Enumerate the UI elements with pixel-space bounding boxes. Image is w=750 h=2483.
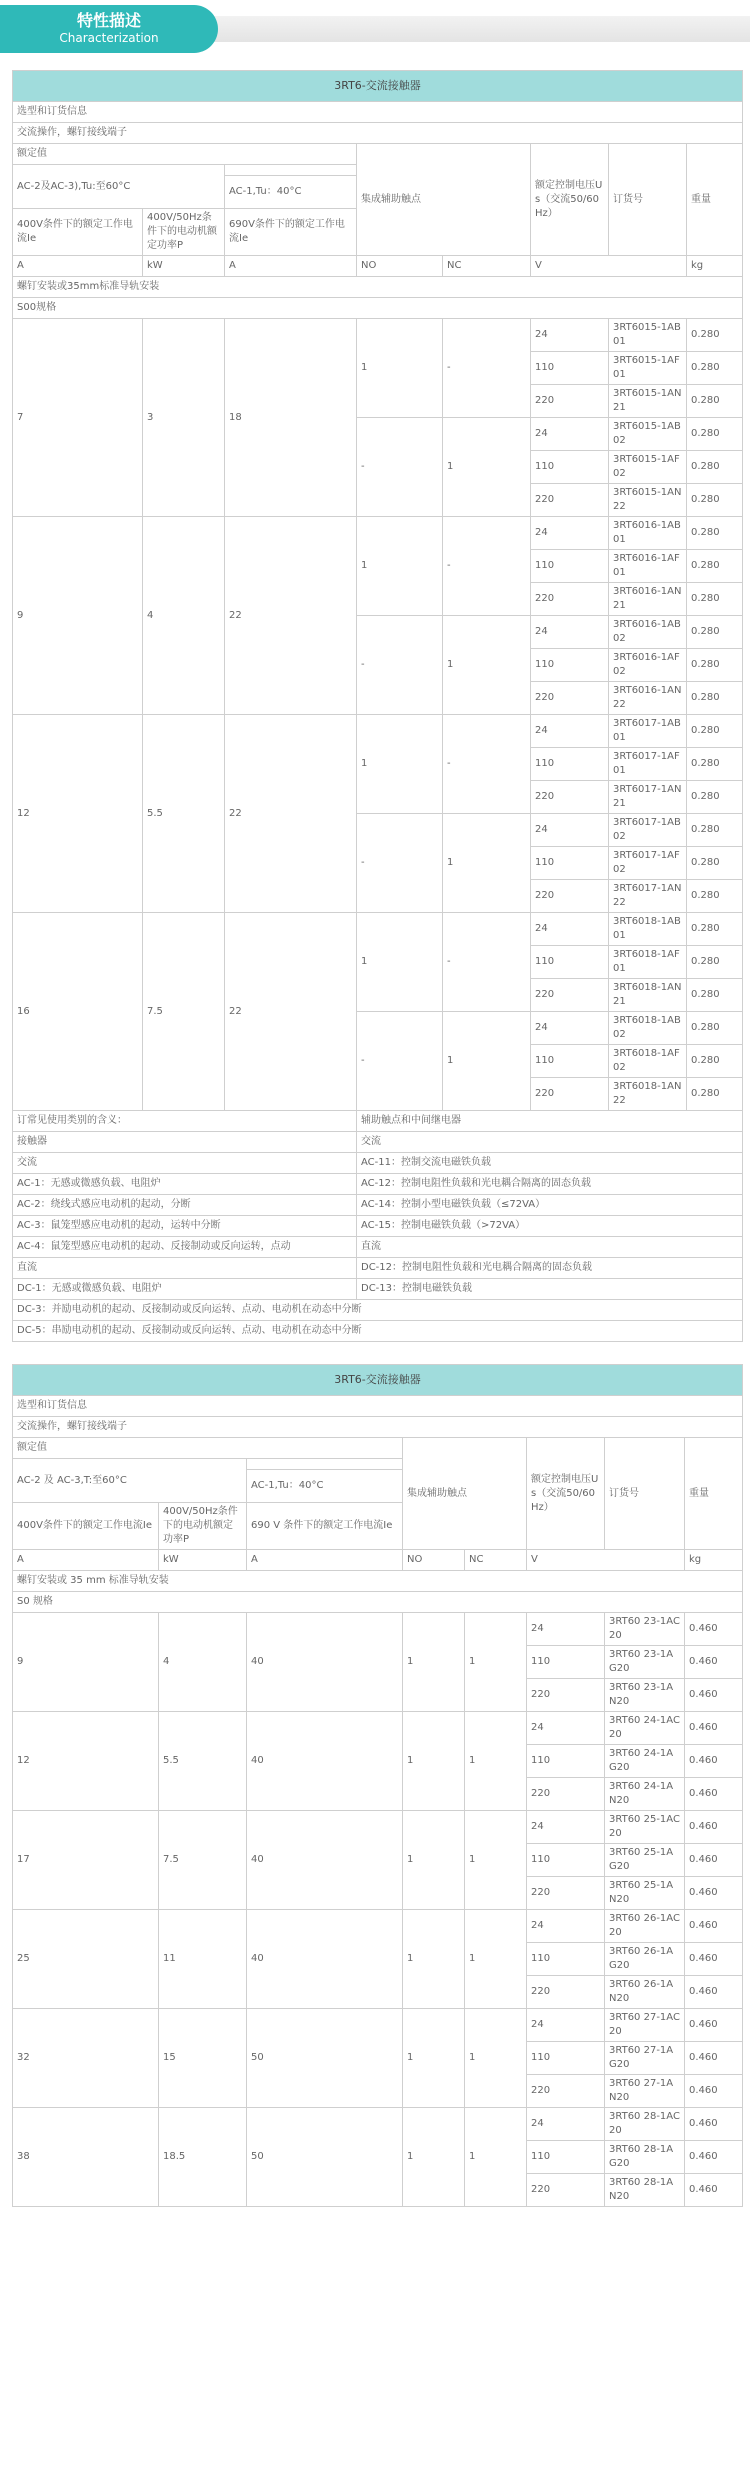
section-title-en: Characterization: [59, 31, 159, 45]
table-row: [13, 2108, 743, 2141]
order-number-cell: 3RT6016-1AF02: [609, 649, 687, 682]
voltage-cell: 110: [531, 649, 609, 682]
unit-cell: NC: [443, 256, 531, 277]
weight-cell: 0.460: [685, 2042, 743, 2075]
nc-cell: 1: [465, 1910, 527, 2009]
ac1-cell: 22: [225, 913, 357, 1111]
power-cell: 3: [143, 319, 225, 517]
no-cell: -: [357, 418, 443, 517]
order-number-cell: 3RT60 24-1AN20: [605, 1778, 685, 1811]
legend-cell: 直流: [357, 1237, 743, 1258]
section-title-zh: 特性描述: [76, 11, 141, 30]
weight-cell: 0.280: [687, 418, 743, 451]
no-cell: -: [357, 1012, 443, 1111]
table-row: [13, 1195, 743, 1216]
current-cell: 7: [13, 319, 143, 517]
order-number-cell: 3RT6015-1AF01: [609, 352, 687, 385]
order-number-cell: 3RT6018-1AB02: [609, 1012, 687, 1045]
table-row: [13, 1111, 743, 1132]
weight-cell: 0.460: [685, 1745, 743, 1778]
order-number-cell: 3RT6017-1AB01: [609, 715, 687, 748]
table-row: [13, 319, 743, 352]
no-cell: -: [357, 814, 443, 913]
weight-cell: 0.280: [687, 748, 743, 781]
order-number-cell: 3RT6017-1AN22: [609, 880, 687, 913]
weight-cell: 0.280: [687, 682, 743, 715]
section-tab: [0, 5, 218, 53]
table-row: [13, 1571, 743, 1592]
voltage-cell: 220: [531, 385, 609, 418]
voltage-cell: 110: [527, 1943, 605, 1976]
table-row: [13, 1300, 743, 1321]
ac1-cell: 18: [225, 319, 357, 517]
no-cell: 1: [357, 715, 443, 814]
no-cell: 1: [403, 1613, 465, 1712]
voltage-cell: 220: [527, 1778, 605, 1811]
table-cell: [225, 165, 357, 176]
weight-cell: 0.460: [685, 1613, 743, 1646]
table-row: [13, 1811, 743, 1844]
current-cell: 9: [13, 1613, 159, 1712]
power-cell: 4: [143, 517, 225, 715]
table-row: [13, 123, 743, 144]
power-cell: 15: [159, 2009, 247, 2108]
info-row: 选型和订货信息: [13, 102, 743, 123]
legend-cell: DC-12：控制电阻性负载和光电耦合隔离的固态负载: [357, 1258, 743, 1279]
power-cell: 7.5: [143, 913, 225, 1111]
weight-cell: 0.280: [687, 649, 743, 682]
header-order: 订货号: [605, 1438, 685, 1550]
nc-cell: 1: [465, 1811, 527, 1910]
voltage-cell: 110: [531, 451, 609, 484]
voltage-cell: 24: [527, 1712, 605, 1745]
table-row: [13, 1279, 743, 1300]
no-cell: 1: [403, 1712, 465, 1811]
voltage-cell: 110: [527, 2042, 605, 2075]
no-cell: 1: [357, 913, 443, 1012]
current-cell: 12: [13, 715, 143, 913]
table-row: [13, 715, 743, 748]
order-number-cell: 3RT60 27-1AN20: [605, 2075, 685, 2108]
voltage-cell: 220: [527, 1679, 605, 1712]
legend-cell: DC-1：无感或微感负载、电阻炉: [13, 1279, 357, 1300]
header-ie690: 690V条件下的额定工作电流Ie: [225, 209, 357, 256]
table-row: [13, 1365, 743, 1396]
size-row: S0 规格: [13, 1592, 743, 1613]
table-row: [13, 1174, 743, 1195]
voltage-cell: 24: [531, 517, 609, 550]
weight-cell: 0.460: [685, 1844, 743, 1877]
weight-cell: 0.280: [687, 583, 743, 616]
current-cell: 12: [13, 1712, 159, 1811]
current-cell: 38: [13, 2108, 159, 2207]
nc-cell: 1: [443, 1012, 531, 1111]
header-ie: 400V条件下的额定工作电流Ie: [13, 209, 143, 256]
table-row: [13, 1438, 743, 1459]
voltage-cell: 110: [531, 748, 609, 781]
unit-cell: NO: [357, 256, 443, 277]
table-row: [13, 256, 743, 277]
table-row: [13, 1216, 743, 1237]
weight-cell: 0.280: [687, 814, 743, 847]
order-number-cell: 3RT6015-1AB02: [609, 418, 687, 451]
order-number-cell: 3RT6015-1AN22: [609, 484, 687, 517]
voltage-cell: 24: [531, 616, 609, 649]
weight-cell: 0.460: [685, 1679, 743, 1712]
order-number-cell: 3RT60 25-1AG20: [605, 1844, 685, 1877]
weight-cell: 0.460: [685, 2075, 743, 2108]
order-number-cell: 3RT6016-1AN21: [609, 583, 687, 616]
voltage-cell: 220: [531, 682, 609, 715]
voltage-cell: 24: [531, 715, 609, 748]
table-row: [13, 1132, 743, 1153]
unit-cell: V: [531, 256, 687, 277]
table-row: [13, 277, 743, 298]
order-number-cell: 3RT60 24-1AC20: [605, 1712, 685, 1745]
legend-cell: AC-14：控制小型电磁铁负载（≤72VA）: [357, 1195, 743, 1216]
voltage-cell: 110: [531, 1045, 609, 1078]
unit-cell: kW: [143, 256, 225, 277]
nc-cell: 1: [465, 2108, 527, 2207]
header-p: 400V/50Hz条件下的电动机额定功率P: [159, 1503, 247, 1550]
nc-cell: 1: [465, 2009, 527, 2108]
table-row: [13, 1712, 743, 1745]
legend-cell: 交流: [13, 1153, 357, 1174]
voltage-cell: 110: [531, 550, 609, 583]
weight-cell: 0.280: [687, 517, 743, 550]
legend-cell: AC-12：控制电阻性负载和光电耦合隔离的固态负载: [357, 1174, 743, 1195]
table-row: [13, 2009, 743, 2042]
order-number-cell: 3RT6017-1AF02: [609, 847, 687, 880]
order-number-cell: 3RT6018-1AN21: [609, 979, 687, 1012]
no-cell: 1: [403, 2108, 465, 2207]
order-number-cell: 3RT6018-1AF02: [609, 1045, 687, 1078]
weight-cell: 0.460: [685, 1712, 743, 1745]
nc-cell: 1: [443, 814, 531, 913]
order-number-cell: 3RT6017-1AN21: [609, 781, 687, 814]
legend-cell: AC-3：鼠笼型感应电动机的起动，运转中分断: [13, 1216, 357, 1237]
weight-cell: 0.280: [687, 1078, 743, 1111]
info-row: 交流操作，螺钉接线端子: [13, 123, 743, 144]
table-row: [13, 1550, 743, 1571]
power-cell: 4: [159, 1613, 247, 1712]
unit-cell: V: [527, 1550, 685, 1571]
unit-cell: A: [225, 256, 357, 277]
spec-table-2: [12, 1364, 743, 2207]
order-number-cell: 3RT6015-1AB01: [609, 319, 687, 352]
current-cell: 9: [13, 517, 143, 715]
unit-cell: NO: [403, 1550, 465, 1571]
current-cell: 25: [13, 1910, 159, 2009]
order-number-cell: 3RT60 26-1AC20: [605, 1910, 685, 1943]
weight-cell: 0.280: [687, 550, 743, 583]
voltage-cell: 24: [527, 2108, 605, 2141]
power-cell: 18.5: [159, 2108, 247, 2207]
order-number-cell: 3RT6017-1AB02: [609, 814, 687, 847]
header-weight: 重量: [687, 144, 743, 256]
order-number-cell: 3RT60 23-1AC20: [605, 1613, 685, 1646]
order-number-cell: 3RT6016-1AB01: [609, 517, 687, 550]
info-row: 额定值: [13, 144, 357, 165]
voltage-cell: 24: [527, 1910, 605, 1943]
voltage-cell: 110: [527, 1745, 605, 1778]
power-cell: 5.5: [143, 715, 225, 913]
table-row: [13, 1417, 743, 1438]
legend-cell: AC-2：绕线式感应电动机的起动，分断: [13, 1195, 357, 1216]
header-ac1: AC-1,Tu：40°C: [247, 1470, 403, 1503]
unit-cell: A: [13, 256, 143, 277]
current-cell: 17: [13, 1811, 159, 1910]
order-number-cell: 3RT6016-1AB02: [609, 616, 687, 649]
voltage-cell: 220: [527, 1976, 605, 2009]
power-cell: 5.5: [159, 1712, 247, 1811]
unit-cell: NC: [465, 1550, 527, 1571]
no-cell: 1: [357, 517, 443, 616]
no-cell: 1: [403, 2009, 465, 2108]
order-number-cell: 3RT6018-1AF01: [609, 946, 687, 979]
current-cell: 32: [13, 2009, 159, 2108]
voltage-cell: 220: [531, 781, 609, 814]
order-number-cell: 3RT6017-1AF01: [609, 748, 687, 781]
ac1-cell: 50: [247, 2009, 403, 2108]
weight-cell: 0.280: [687, 451, 743, 484]
header-aux: 集成辅助触点: [357, 144, 531, 256]
spec-table-1: [12, 70, 743, 1342]
mount-row: 螺钉安装或35mm标准导轨安装: [13, 277, 743, 298]
order-number-cell: 3RT60 25-1AN20: [605, 1877, 685, 1910]
nc-cell: -: [443, 517, 531, 616]
voltage-cell: 220: [527, 1877, 605, 1910]
voltage-cell: 24: [527, 1811, 605, 1844]
voltage-cell: 110: [527, 2141, 605, 2174]
legend-cell: AC-1：无感或微感负载、电阻炉: [13, 1174, 357, 1195]
weight-cell: 0.280: [687, 781, 743, 814]
weight-cell: 0.460: [685, 1910, 743, 1943]
ac1-cell: 40: [247, 1613, 403, 1712]
table-row: [13, 298, 743, 319]
table-cell: [247, 1459, 403, 1470]
order-number-cell: 3RT60 26-1AN20: [605, 1976, 685, 2009]
order-number-cell: 3RT6015-1AF02: [609, 451, 687, 484]
header-ie690: 690 V 条件下的额定工作电流Ie: [247, 1503, 403, 1550]
weight-cell: 0.280: [687, 319, 743, 352]
nc-cell: -: [443, 319, 531, 418]
no-cell: 1: [357, 319, 443, 418]
weight-cell: 0.460: [685, 1778, 743, 1811]
voltage-cell: 24: [531, 418, 609, 451]
order-number-cell: 3RT60 23-1AN20: [605, 1679, 685, 1712]
unit-cell: A: [247, 1550, 403, 1571]
order-number-cell: 3RT6018-1AN22: [609, 1078, 687, 1111]
size-row: S00规格: [13, 298, 743, 319]
weight-cell: 0.280: [687, 1045, 743, 1078]
legend-cell: 接触器: [13, 1132, 357, 1153]
no-cell: 1: [403, 1910, 465, 2009]
order-number-cell: 3RT60 28-1AC20: [605, 2108, 685, 2141]
table-title: 3RT6-交流接触器: [13, 71, 743, 102]
ac1-cell: 50: [247, 2108, 403, 2207]
voltage-cell: 110: [527, 1844, 605, 1877]
table-row: [13, 517, 743, 550]
current-cell: 16: [13, 913, 143, 1111]
voltage-cell: 110: [527, 1646, 605, 1679]
voltage-cell: 110: [531, 847, 609, 880]
weight-cell: 0.460: [685, 2108, 743, 2141]
header-weight: 重量: [685, 1438, 743, 1550]
table-row: [13, 1592, 743, 1613]
weight-cell: 0.460: [685, 2009, 743, 2042]
weight-cell: 0.280: [687, 913, 743, 946]
weight-cell: 0.280: [687, 352, 743, 385]
order-number-cell: 3RT60 27-1AC20: [605, 2009, 685, 2042]
order-number-cell: 3RT60 24-1AG20: [605, 1745, 685, 1778]
weight-cell: 0.460: [685, 1877, 743, 1910]
order-number-cell: 3RT6018-1AB01: [609, 913, 687, 946]
voltage-cell: 220: [531, 583, 609, 616]
voltage-cell: 220: [531, 484, 609, 517]
voltage-cell: 220: [531, 979, 609, 1012]
info-row: 额定值: [13, 1438, 403, 1459]
table-row: [13, 1613, 743, 1646]
weight-cell: 0.460: [685, 1811, 743, 1844]
header-ac2: AC-2及AC-3),Tu:至60°C: [13, 165, 225, 209]
voltage-cell: 24: [531, 1012, 609, 1045]
ac1-cell: 40: [247, 1811, 403, 1910]
ac1-cell: 40: [247, 1910, 403, 2009]
legend-cell: 订常见使用类别的含义：: [13, 1111, 357, 1132]
nc-cell: -: [443, 715, 531, 814]
legend-cell: DC-13：控制电磁铁负载: [357, 1279, 743, 1300]
table-row: [13, 144, 743, 165]
voltage-cell: 220: [531, 1078, 609, 1111]
nc-cell: 1: [465, 1712, 527, 1811]
nc-cell: 1: [465, 1613, 527, 1712]
unit-cell: kW: [159, 1550, 247, 1571]
legend-cell: AC-11：控制交流电磁铁负载: [357, 1153, 743, 1174]
no-cell: 1: [403, 1811, 465, 1910]
weight-cell: 0.280: [687, 946, 743, 979]
unit-cell: kg: [687, 256, 743, 277]
nc-cell: 1: [443, 616, 531, 715]
order-number-cell: 3RT60 23-1AG20: [605, 1646, 685, 1679]
power-cell: 11: [159, 1910, 247, 2009]
ac1-cell: 22: [225, 715, 357, 913]
order-number-cell: 3RT60 25-1AC20: [605, 1811, 685, 1844]
voltage-cell: 24: [531, 913, 609, 946]
header-ie: 400V条件下的额定工作电流Ie: [13, 1503, 159, 1550]
nc-cell: 1: [443, 418, 531, 517]
order-number-cell: 3RT6016-1AN22: [609, 682, 687, 715]
weight-cell: 0.460: [685, 1646, 743, 1679]
voltage-cell: 24: [531, 319, 609, 352]
order-number-cell: 3RT6016-1AF01: [609, 550, 687, 583]
mount-row: 螺钉安装或 35 mm 标准导轨安装: [13, 1571, 743, 1592]
table-row: [13, 1396, 743, 1417]
header-ac2: AC-2 及 AC-3,T:至60°C: [13, 1459, 247, 1503]
legend-cell: 辅助触点和中间继电器: [357, 1111, 743, 1132]
section-header: [0, 0, 750, 70]
header-order: 订货号: [609, 144, 687, 256]
voltage-cell: 220: [527, 2174, 605, 2207]
header-p: 400V/50Hz条件下的电动机额定功率P: [143, 209, 225, 256]
legend-cell: 交流: [357, 1132, 743, 1153]
weight-cell: 0.460: [685, 2141, 743, 2174]
ac1-cell: 22: [225, 517, 357, 715]
voltage-cell: 24: [527, 1613, 605, 1646]
legend-cell: AC-15：控制电磁铁负载（>72VA）: [357, 1216, 743, 1237]
order-number-cell: 3RT6015-1AN21: [609, 385, 687, 418]
nc-cell: -: [443, 913, 531, 1012]
weight-cell: 0.280: [687, 847, 743, 880]
legend-cell: DC-3：并励电动机的起动、反接制动或反向运转、点动、电动机在动态中分断: [13, 1300, 743, 1321]
ac1-cell: 40: [247, 1712, 403, 1811]
table-row: [13, 1153, 743, 1174]
unit-cell: A: [13, 1550, 159, 1571]
no-cell: -: [357, 616, 443, 715]
weight-cell: 0.460: [685, 1943, 743, 1976]
weight-cell: 0.280: [687, 484, 743, 517]
table-row: [13, 71, 743, 102]
order-number-cell: 3RT60 26-1AG20: [605, 1943, 685, 1976]
voltage-cell: 24: [531, 814, 609, 847]
order-number-cell: 3RT60 28-1AG20: [605, 2141, 685, 2174]
table-row: [13, 102, 743, 123]
weight-cell: 0.280: [687, 616, 743, 649]
legend-cell: AC-4：鼠笼型感应电动机的起动、反接制动或反向运转，点动: [13, 1237, 357, 1258]
order-number-cell: 3RT60 27-1AG20: [605, 2042, 685, 2075]
weight-cell: 0.460: [685, 1976, 743, 2009]
weight-cell: 0.280: [687, 979, 743, 1012]
header-us: 额定控制电压Us（交流50/60Hz）: [531, 144, 609, 256]
info-row: 交流操作，螺钉接线端子: [13, 1417, 743, 1438]
header-aux: 集成辅助触点: [403, 1438, 527, 1550]
legend-cell: 直流: [13, 1258, 357, 1279]
power-cell: 7.5: [159, 1811, 247, 1910]
table-title: 3RT6-交流接触器: [13, 1365, 743, 1396]
voltage-cell: 110: [531, 352, 609, 385]
header-ac1: AC-1,Tu：40°C: [225, 176, 357, 209]
voltage-cell: 24: [527, 2009, 605, 2042]
table-row: [13, 913, 743, 946]
unit-cell: kg: [685, 1550, 743, 1571]
voltage-cell: 220: [531, 880, 609, 913]
order-number-cell: 3RT60 28-1AN20: [605, 2174, 685, 2207]
weight-cell: 0.280: [687, 880, 743, 913]
voltage-cell: 220: [527, 2075, 605, 2108]
header-us: 额定控制电压Us（交流50/60 Hz）: [527, 1438, 605, 1550]
weight-cell: 0.460: [685, 2174, 743, 2207]
weight-cell: 0.280: [687, 385, 743, 418]
table-row: [13, 1321, 743, 1342]
table-row: [13, 1910, 743, 1943]
legend-cell: DC-5：串励电动机的起动、反接制动或反向运转、点动、电动机在动态中分断: [13, 1321, 743, 1342]
weight-cell: 0.280: [687, 1012, 743, 1045]
table-row: [13, 1237, 743, 1258]
table-row: [13, 1258, 743, 1279]
weight-cell: 0.280: [687, 715, 743, 748]
voltage-cell: 110: [531, 946, 609, 979]
info-row: 选型和订货信息: [13, 1396, 743, 1417]
